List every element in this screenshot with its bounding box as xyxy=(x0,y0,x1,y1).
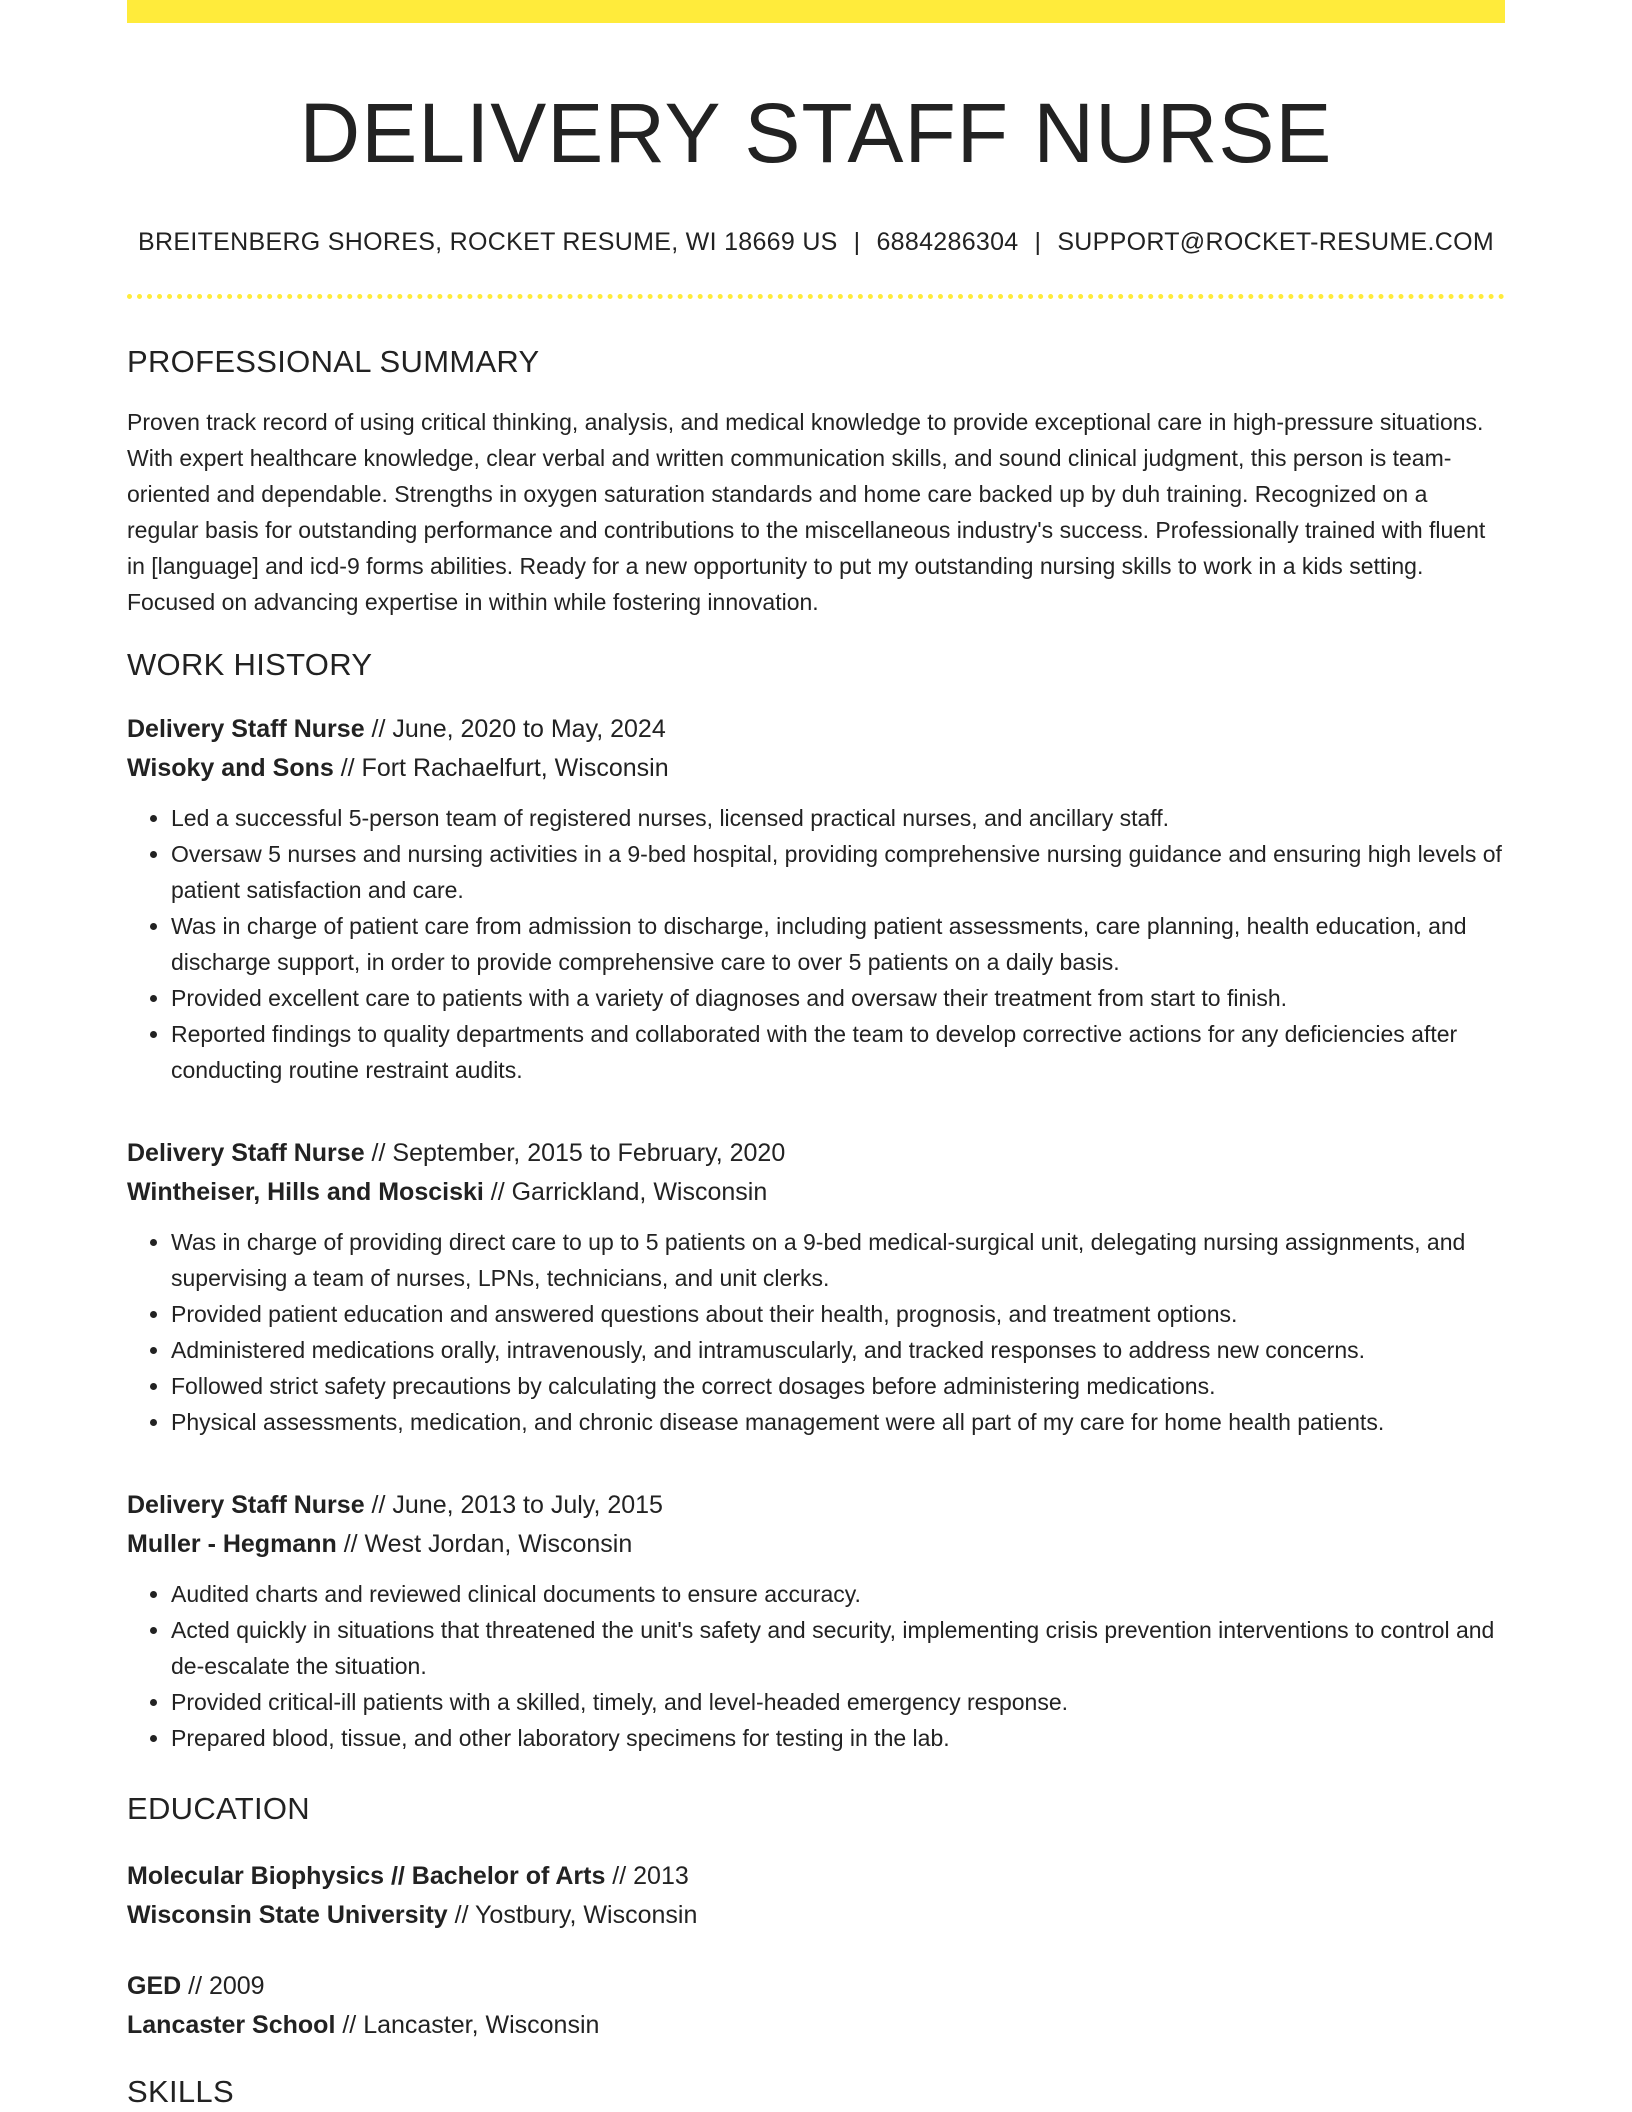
education-location: // Yostbury, Wisconsin xyxy=(447,1900,698,1929)
job-entry xyxy=(127,1134,1505,1440)
education-entry xyxy=(127,1967,1505,2045)
job-dates: // June, 2013 to July, 2015 xyxy=(364,1490,663,1519)
resume-page xyxy=(127,0,1505,2110)
candidate-name: DELIVERY STAFF NURSE xyxy=(299,86,1333,180)
job-dates: // June, 2020 to May, 2024 xyxy=(364,714,666,743)
contact-email: SUPPORT@ROCKET-RESUME.COM xyxy=(1057,227,1494,256)
job-bullet: • Followed strict safety precautions by calculating the correct dosages before administering medications. xyxy=(171,1368,1505,1404)
job-bullet: • Provided patient education and answered questions about their health, prognosis, and treatment options. xyxy=(171,1296,1505,1332)
job-entry xyxy=(127,1486,1505,1756)
education-school-line xyxy=(127,2006,1505,2045)
education-location: // Lancaster, Wisconsin xyxy=(335,2010,600,2039)
job-bullet-list xyxy=(127,800,1505,1088)
section-title-work-history: WORK HISTORY xyxy=(127,647,373,683)
job-company-line xyxy=(127,1173,1505,1212)
job-role-line xyxy=(127,710,1505,749)
summary-text: Proven track record of using critical thinking, analysis, and medical knowledge to provide exceptional care in high-pressure situations. With expert healthcare knowledge, clear verbal and written communication skills, and sound clinical judgment, this person is team-oriented and dependable. Strengths in oxygen saturation standards and home care backed up by duh training. Recognized on a regular basis for outstanding performance and contributions to the miscellaneous industry's success. Professionally trained with fluent in [language] and icd-9 forms abilities. Ready for a new opportunity to put my outstanding nursing skills to work in a kids setting. Focused on advancing expertise in within while fostering innovation. xyxy=(127,409,1486,616)
job-role: Delivery Staff Nurse xyxy=(127,1138,365,1167)
job-bullet: • Provided critical-ill patients with a skilled, timely, and level-headed emergency response. xyxy=(171,1684,1505,1720)
job-bullet: • Led a successful 5-person team of registered nurses, licensed practical nurses, and ancillary staff. xyxy=(171,800,1505,836)
job-bullet: • Provided excellent care to patients with a variety of diagnoses and oversaw their treatment from start to finish. xyxy=(171,980,1505,1016)
education-degree-line xyxy=(127,1857,1505,1896)
job-company: Wintheiser, Hills and Mosciski xyxy=(127,1177,484,1206)
education-school: Lancaster School xyxy=(127,2010,336,2039)
job-bullet: • Reported findings to quality departments and collaborated with the team to develop corrective actions for any deficiencies after conducting routine restraint audits. xyxy=(171,1016,1505,1088)
job-company: Wisoky and Sons xyxy=(127,753,334,782)
job-bullet: • Was in charge of patient care from admission to discharge, including patient assessments, care planning, health education, and discharge support, in order to provide comprehensive care to over 5 patients on a daily basis. xyxy=(171,908,1505,980)
education-entry xyxy=(127,1857,1505,1935)
contact-line xyxy=(127,226,1505,259)
job-location: // West Jordan, Wisconsin xyxy=(336,1529,633,1558)
education-degree: GED xyxy=(127,1971,182,2000)
job-role: Delivery Staff Nurse xyxy=(127,1490,365,1519)
job-role: Delivery Staff Nurse xyxy=(127,714,365,743)
job-bullet: • Audited charts and reviewed clinical documents to ensure accuracy. xyxy=(171,1576,1505,1612)
education-year: // 2013 xyxy=(605,1861,689,1890)
job-bullet-list xyxy=(127,1576,1505,1756)
job-company-line xyxy=(127,1525,1505,1564)
section-title-summary: PROFESSIONAL SUMMARY xyxy=(127,344,540,380)
job-location: // Garrickland, Wisconsin xyxy=(483,1177,768,1206)
education-degree: Molecular Biophysics // Bachelor of Arts xyxy=(127,1861,606,1890)
education-school: Wisconsin State University xyxy=(127,1900,448,1929)
contact-separator: | xyxy=(1034,227,1042,256)
education-school-line xyxy=(127,1896,1505,1935)
section-title-education: EDUCATION xyxy=(127,1790,310,1826)
education-degree-line xyxy=(127,1967,1505,2006)
job-bullet: • Prepared blood, tissue, and other laboratory specimens for testing in the lab. xyxy=(171,1720,1505,1756)
job-company: Muller - Hegmann xyxy=(127,1529,337,1558)
job-bullet: • Oversaw 5 nurses and nursing activities in a 9-bed hospital, providing comprehensive nursing guidance and ensuring high levels of patient satisfaction and care. xyxy=(171,836,1505,908)
job-bullet-list xyxy=(127,1224,1505,1440)
education-year: // 2009 xyxy=(181,1971,265,2000)
dotted-divider xyxy=(127,294,1505,299)
job-location: // Fort Rachaelfurt, Wisconsin xyxy=(333,753,669,782)
accent-top-bar xyxy=(127,0,1505,23)
job-role-line xyxy=(127,1486,1505,1525)
job-bullet: • Acted quickly in situations that threatened the unit's safety and security, implementing crisis prevention interventions to control and de-escalate the situation. xyxy=(171,1612,1505,1684)
job-company-line xyxy=(127,749,1505,788)
contact-phone: 6884286304 xyxy=(876,227,1019,256)
job-role-line xyxy=(127,1134,1505,1173)
contact-address: BREITENBERG SHORES, ROCKET RESUME, WI 18669 US xyxy=(138,227,838,256)
job-dates: // September, 2015 to February, 2020 xyxy=(364,1138,786,1167)
section-title-skills: SKILLS xyxy=(127,2073,234,2109)
job-bullet: • Administered medications orally, intravenously, and intramuscularly, and tracked responses to address new concerns. xyxy=(171,1332,1505,1368)
job-bullet: • Was in charge of providing direct care to up to 5 patients on a 9-bed medical-surgical unit, delegating nursing assignments, and supervising a team of nurses, LPNs, technicians, and unit clerks. xyxy=(171,1224,1505,1296)
job-entry xyxy=(127,710,1505,1088)
contact-separator: | xyxy=(853,227,861,256)
job-bullet: • Physical assessments, medication, and chronic disease management were all part of my care for home health patients. xyxy=(171,1404,1505,1440)
